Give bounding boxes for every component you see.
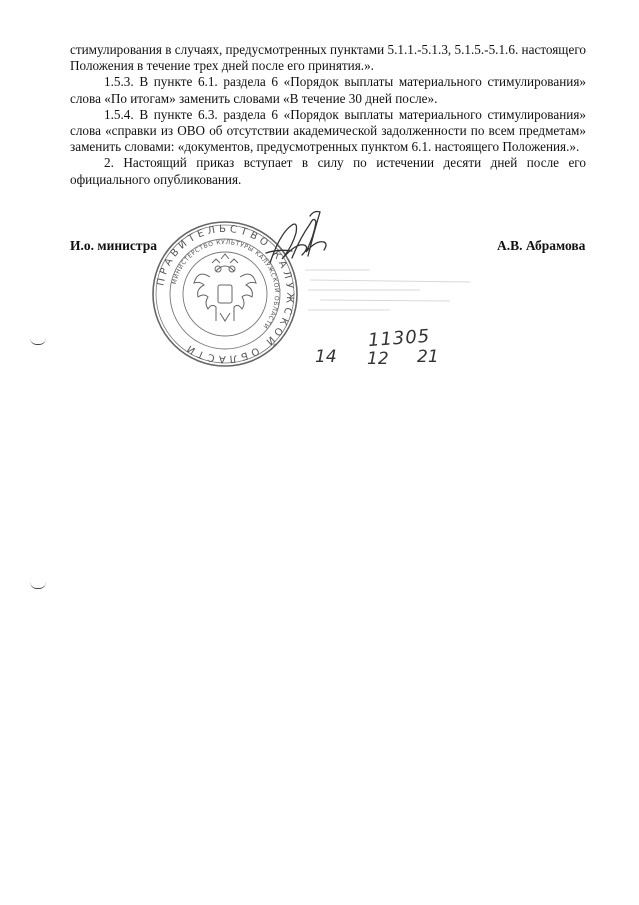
date-month: 12 bbox=[367, 349, 389, 369]
signatory-position: И.о. министра bbox=[70, 238, 157, 253]
paragraph-1-5-4: 1.5.4. В пункте 6.3. раздела 6 «Порядок выплаты материального стимулирования» слова «справки из ОВО об отсутствии академической задолженности по всем предметам» заменить словами: «документов, предусмотренных пунктом 6.1. настоящего Положения.». bbox=[70, 106, 586, 155]
paragraph-2: 2. Настоящий приказ вступает в силу по истечении десяти дней после его официального опубликования. bbox=[70, 155, 586, 187]
paragraph-1-5-3: 1.5.3. В пункте 6.1. раздела 6 «Порядок выплаты материального стимулирования» слова «По итогам» заменить словами «В течение 30 дней после». bbox=[70, 74, 586, 106]
handwritten-registration-date bbox=[315, 347, 439, 373]
svg-text:МИНИСТЕРСТВО КУЛЬТУРЫ КАЛУЖСКО: МИНИСТЕРСТВО КУЛЬТУРЫ КАЛУЖСКОЙ ОБЛАСТИ bbox=[170, 238, 281, 331]
handwritten-registration-number: 11305 bbox=[367, 325, 431, 352]
date-year: 21 bbox=[417, 347, 439, 367]
scan-margin-mark-icon bbox=[30, 582, 46, 589]
svg-text:ПРАВИТЕЛЬСТВО КАЛУЖСКОЙ ОБЛАСТ: ПРАВИТЕЛЬСТВО КАЛУЖСКОЙ ОБЛАСТИ bbox=[155, 223, 296, 365]
date-day: 14 bbox=[315, 347, 337, 367]
order-body-text bbox=[70, 42, 586, 188]
scan-margin-mark-icon bbox=[30, 338, 46, 345]
signatory-name: А.В. Абрамова bbox=[497, 238, 586, 253]
paragraph-1: стимулирования в случаях, предусмотренных пунктами 5.1.1.-5.1.3, 5.1.5.-5.1.6. настоящего Положения в течение трех дней после его принятия.». bbox=[70, 42, 586, 74]
faint-registration-stamp-icon bbox=[300, 262, 480, 322]
